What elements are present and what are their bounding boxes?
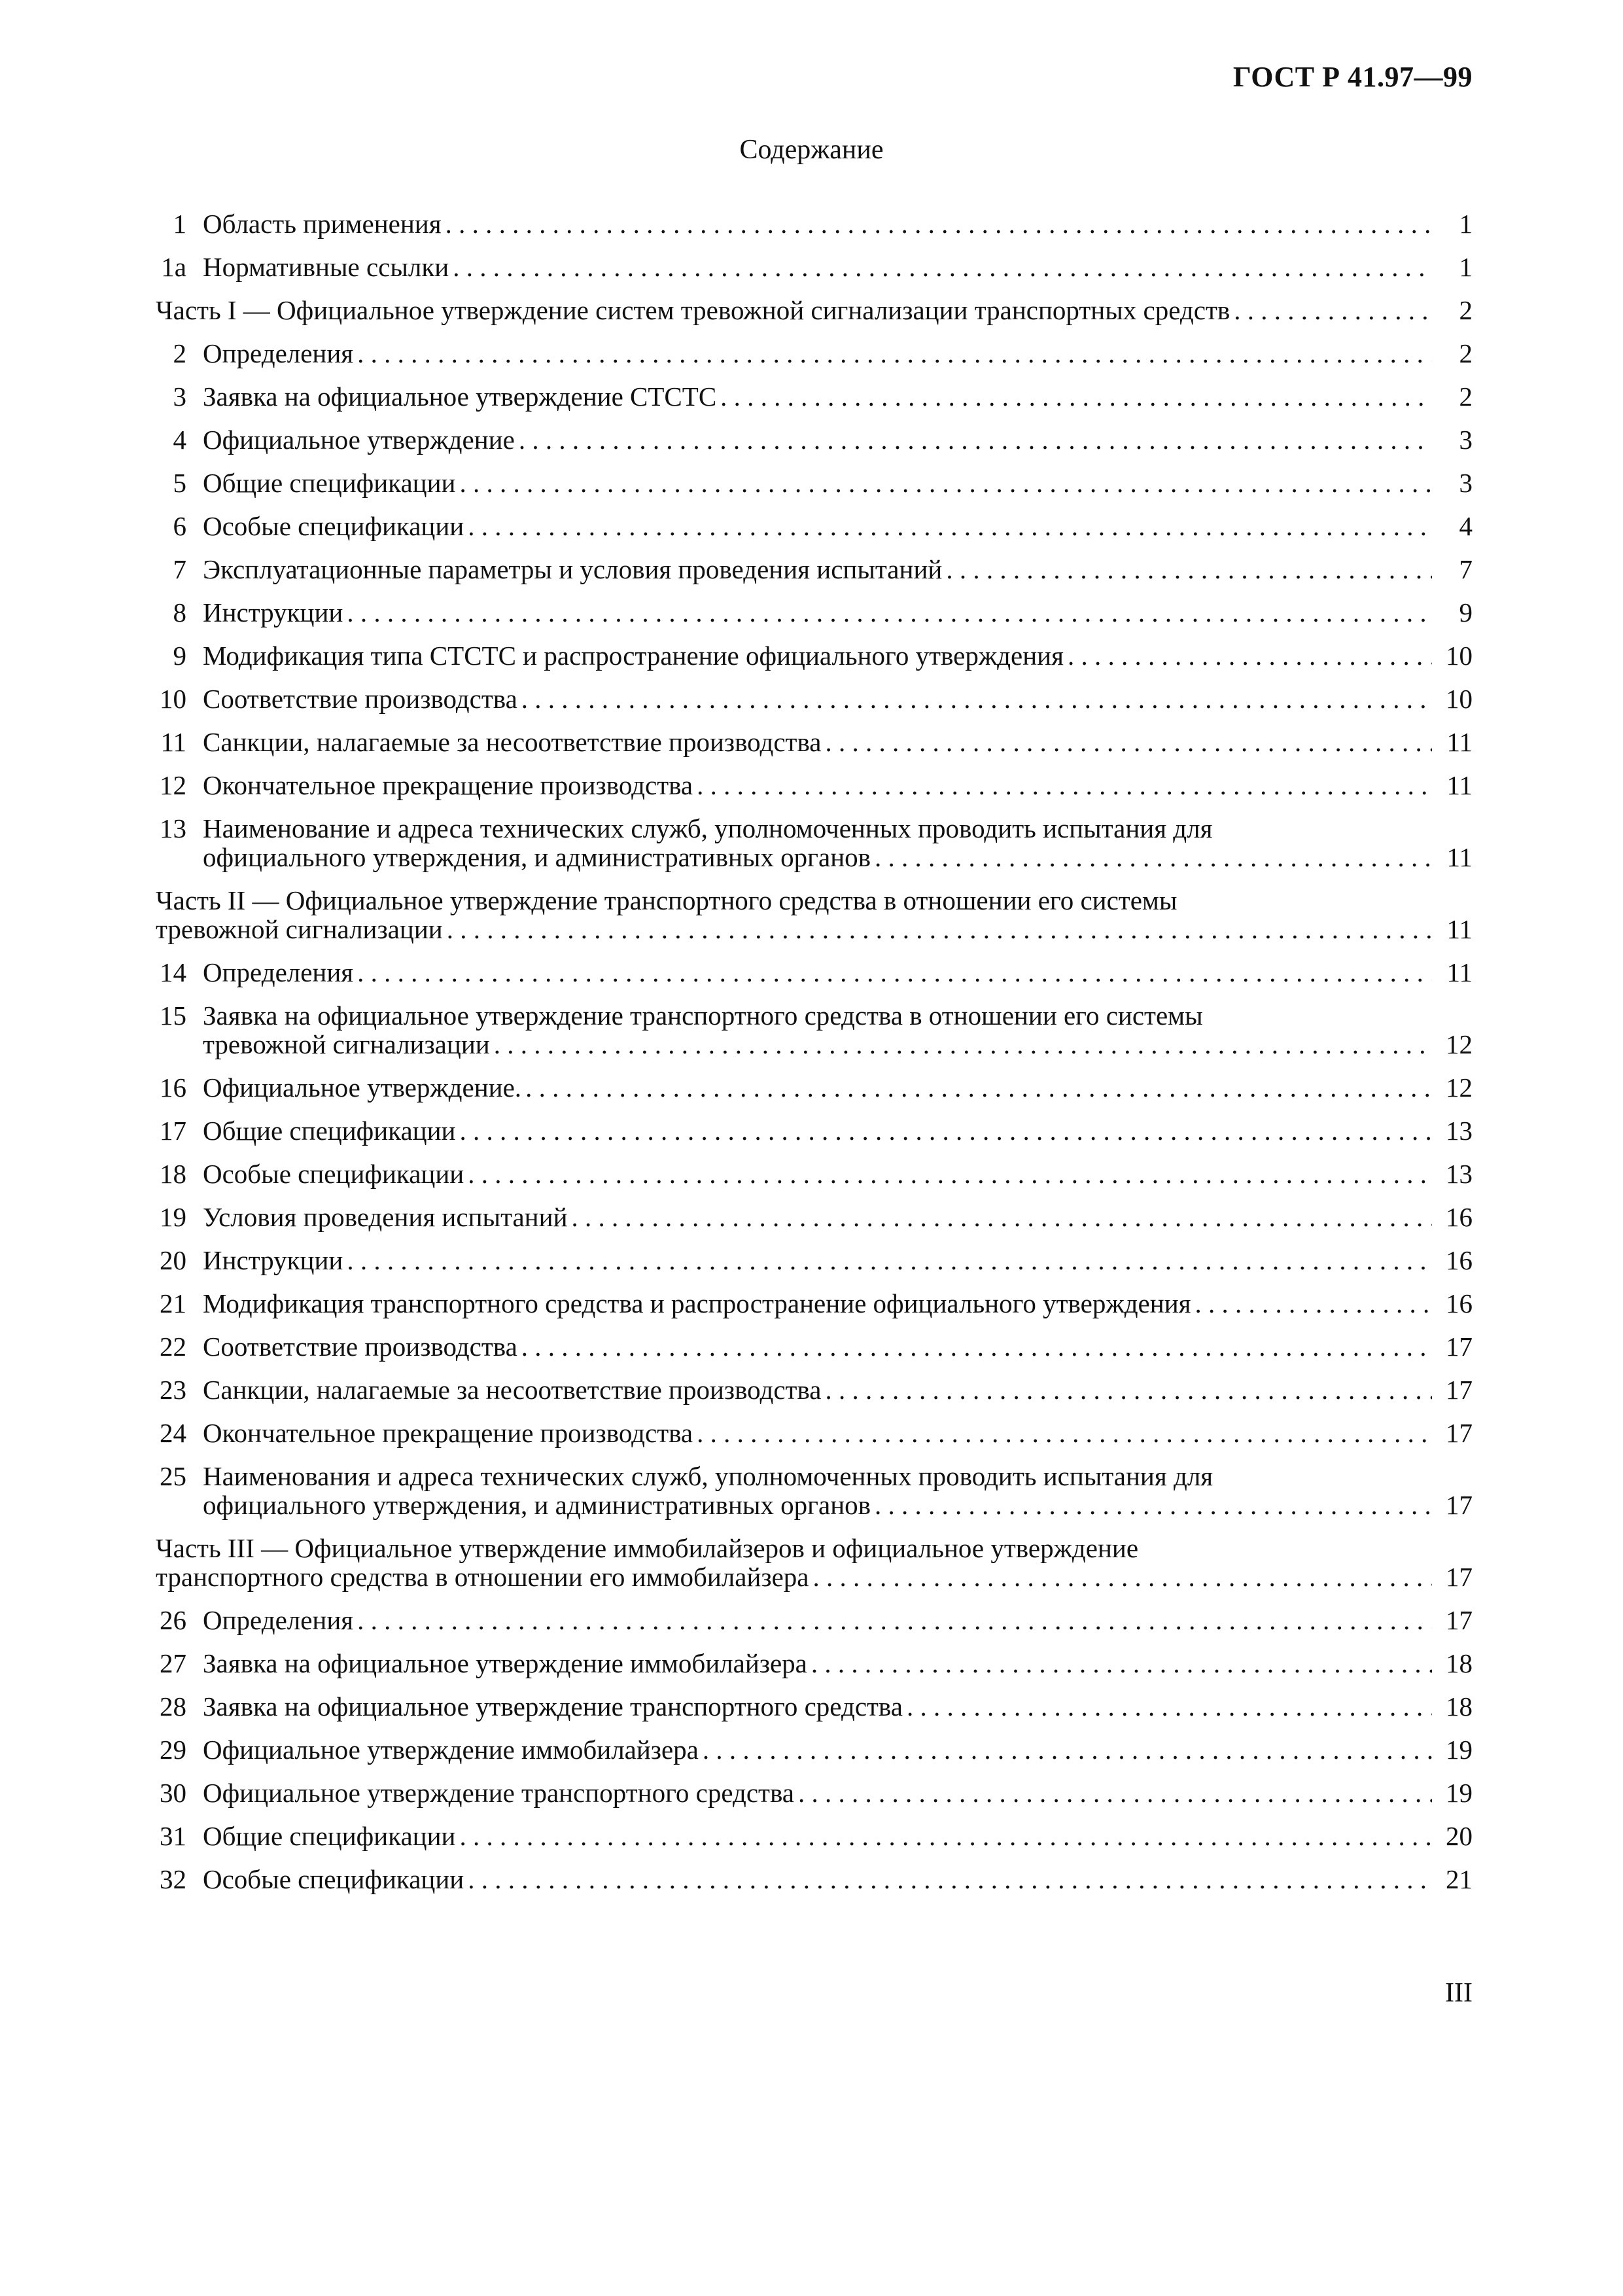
toc-entry-last-line [156, 1563, 1473, 1591]
toc-entry-number: 7 [173, 554, 186, 584]
toc-entry-body [203, 1332, 1473, 1361]
dot-leader [813, 1563, 1433, 1591]
toc-entry-title: Общие спецификации [203, 1821, 456, 1851]
toc-entry-body [203, 425, 1473, 454]
toc-entry-title: Эксплуатационные параметры и условия проведения испытаний [203, 554, 943, 584]
toc-entry-page: 19 [1446, 1778, 1473, 1808]
toc-entry-last-line [203, 1491, 1473, 1519]
toc-entry-number: 15 [160, 1000, 186, 1031]
toc-entry [150, 598, 1473, 627]
toc-entry-last-line [203, 425, 1473, 454]
toc-entry-title: Особые спецификации [203, 1864, 464, 1894]
dot-leader [1234, 296, 1432, 325]
toc-entry-number: 27 [160, 1648, 186, 1678]
toc-entry-title: Условия проведения испытаний [203, 1202, 568, 1232]
toc-entry-title: Соответствие производства [203, 1332, 517, 1362]
dot-leader [875, 1491, 1432, 1519]
dot-leader [1068, 641, 1432, 670]
toc-entry-page: 11 [1446, 914, 1473, 944]
toc-entry [150, 684, 1473, 713]
toc-entry-page: 11 [1446, 957, 1473, 987]
toc-entry [150, 1203, 1473, 1231]
dot-leader [519, 425, 1432, 454]
toc-entry-body [203, 1649, 1473, 1678]
toc-entry-title: Санкции, налагаемые за несоответствие производства [203, 1375, 822, 1405]
toc-entry-last-line [203, 382, 1473, 411]
toc-entry-last-line [203, 641, 1473, 670]
toc-entry-number: 30 [160, 1778, 186, 1808]
toc-entry-number: 12 [160, 770, 186, 800]
toc-entry-page: 11 [1446, 727, 1473, 757]
toc-entry-body [203, 209, 1473, 238]
toc-entry-title: Официальное утверждение [203, 425, 515, 455]
toc-entry-number: 17 [160, 1116, 186, 1146]
toc-entry-body [156, 296, 1473, 325]
toc-entry-title: Общие спецификации [203, 468, 456, 498]
toc-entry-body [203, 1822, 1473, 1850]
toc-entry-page: 11 [1446, 842, 1473, 872]
toc-entry-body [203, 728, 1473, 756]
toc-entry [150, 1649, 1473, 1678]
toc-entry-title: Модификация транспортного средства и распространение официального утверждения [203, 1288, 1191, 1318]
toc-entry [150, 1001, 1473, 1059]
toc-entry-body [203, 1073, 1473, 1102]
toc-entry-title: Санкции, налагаемые за несоответствие производства [203, 727, 822, 757]
toc-entry-page: 9 [1459, 597, 1473, 627]
toc-entry-number: 3 [173, 381, 186, 412]
dot-leader [494, 1030, 1432, 1059]
toc-entry-last-line [203, 1159, 1473, 1188]
dot-leader [347, 1246, 1432, 1275]
toc-entry-number: 4 [173, 425, 186, 455]
toc-entry-page: 2 [1459, 338, 1473, 368]
toc-entry-page: 17 [1446, 1332, 1473, 1362]
toc-entry-number: 11 [160, 727, 186, 757]
toc-entry-body [203, 958, 1473, 987]
toc-entry-number: 9 [173, 641, 186, 671]
dot-leader [811, 1649, 1432, 1678]
toc-entry-last-line [203, 1735, 1473, 1764]
dot-leader [703, 1735, 1432, 1764]
toc-entry-number: 16 [160, 1072, 186, 1103]
toc-entry-body [203, 771, 1473, 800]
toc-entry [150, 1246, 1473, 1275]
toc-entry-title: Официальное утверждение. [203, 1072, 522, 1103]
toc-entry-number: 10 [160, 684, 186, 714]
toc-entry-number: 24 [160, 1418, 186, 1448]
toc-entry-last-line [203, 1203, 1473, 1231]
toc-entry-last-line [203, 1030, 1473, 1059]
toc-entry-last-line [203, 1692, 1473, 1721]
toc-entry-title: Окончательное прекращение производства [203, 1418, 693, 1448]
toc-entry-body [203, 1778, 1473, 1807]
toc-entry-title: Заявка на официальное утверждение СТСТС [203, 381, 717, 412]
toc-entry-page: 10 [1446, 641, 1473, 671]
toc-entry [150, 339, 1473, 368]
toc-entry-last-line [203, 1778, 1473, 1807]
toc-entry-last-line [203, 512, 1473, 540]
toc-entry-title: Окончательное прекращение производства [203, 770, 693, 800]
toc-entry-body [203, 512, 1473, 540]
dot-leader [459, 1116, 1432, 1145]
toc-entry-page: 3 [1459, 468, 1473, 498]
toc-entry-page: 20 [1446, 1821, 1473, 1851]
toc-entry-title: Заявка на официальное утверждение иммобилайзера [203, 1648, 807, 1678]
toc-entry-last-line [203, 958, 1473, 987]
toc-entry-number: 6 [173, 511, 186, 541]
dot-leader [697, 771, 1432, 800]
toc-entry-page: 4 [1459, 511, 1473, 541]
toc-entry-number: 21 [160, 1288, 186, 1318]
toc-entry-title: Модификация типа СТСТС и распространение официального утверждения [203, 641, 1064, 671]
dot-leader [468, 1865, 1432, 1894]
toc-entry-number: 26 [160, 1605, 186, 1635]
toc-entry-title: транспортного средства в отношении его иммобилайзера [156, 1562, 809, 1592]
dot-leader [468, 512, 1432, 540]
toc-entry-number: 23 [160, 1375, 186, 1405]
toc-entry-page: 2 [1459, 295, 1473, 325]
toc-entry-body [203, 339, 1473, 368]
toc-entry-title: официального утверждения, и административных органов [203, 842, 871, 872]
toc-entry-page: 17 [1446, 1375, 1473, 1405]
toc-entry-page: 16 [1446, 1202, 1473, 1232]
toc-entry-last-line [203, 1822, 1473, 1850]
toc-entry-body [203, 468, 1473, 497]
toc-entry [150, 958, 1473, 987]
toc-entry-page: 17 [1446, 1418, 1473, 1448]
toc-entry-body [156, 886, 1473, 944]
toc-entry [150, 468, 1473, 497]
dot-leader [1195, 1289, 1433, 1318]
toc-entry-last-line [203, 1289, 1473, 1318]
toc-entry-body [203, 1419, 1473, 1447]
toc-entry-number: 22 [160, 1332, 186, 1362]
toc-entry-title: Определения [203, 1605, 354, 1635]
toc-entry [150, 1159, 1473, 1188]
toc-entry-last-line [203, 1419, 1473, 1447]
toc-entry-title: Область применения [203, 209, 442, 239]
dot-leader [445, 209, 1432, 238]
toc-entry [150, 382, 1473, 411]
toc-entry-number: 20 [160, 1245, 186, 1275]
toc-entry [150, 1735, 1473, 1764]
toc-entry [150, 1073, 1473, 1102]
toc-entry [150, 1692, 1473, 1721]
toc-entry-page: 13 [1446, 1159, 1473, 1189]
dot-leader [521, 684, 1432, 713]
toc-entry-number: 31 [160, 1821, 186, 1851]
toc-part-heading [150, 1534, 1473, 1591]
toc-entry-body [203, 1606, 1473, 1634]
toc-entry-title: официального утверждения, и административных органов [203, 1490, 871, 1520]
toc-entry-title: Часть I — Официальное утверждение систем тревожной сигнализации транспортных средств [156, 295, 1230, 325]
toc-entry-number: 8 [173, 597, 186, 627]
toc-entry-title: Особые спецификации [203, 1159, 464, 1189]
dot-leader [825, 728, 1432, 756]
toc-entry-title-line: Заявка на официальное утверждение транспортного средства в отношении его системы [203, 1000, 1203, 1031]
toc-entry-number: 5 [173, 468, 186, 498]
dot-leader [875, 843, 1432, 872]
toc-entry [150, 1865, 1473, 1894]
toc-entry-page: 13 [1446, 1116, 1473, 1146]
dot-leader [697, 1419, 1432, 1447]
toc-entry-page: 17 [1446, 1490, 1473, 1520]
toc-entry [150, 1375, 1473, 1404]
toc-entry [150, 1778, 1473, 1807]
toc-entry-number: 13 [160, 813, 186, 843]
toc-entry [150, 771, 1473, 800]
toc-entry-page: 1 [1459, 252, 1473, 282]
toc-entry-number: 14 [160, 957, 186, 987]
toc-entry-number: 18 [160, 1159, 186, 1189]
dot-leader [357, 1606, 1432, 1634]
toc-entry-last-line [156, 915, 1473, 944]
toc-entry-page: 17 [1446, 1562, 1473, 1592]
table-of-contents [150, 209, 1473, 1908]
dot-leader [572, 1203, 1432, 1231]
toc-part-heading [150, 296, 1473, 325]
toc-entry-body [203, 814, 1473, 872]
toc-entry-body [203, 1246, 1473, 1275]
toc-entry-number: 1 [173, 209, 186, 239]
toc-entry [150, 1606, 1473, 1634]
dot-leader [459, 468, 1432, 497]
toc-entry-body [203, 253, 1473, 281]
toc-entry-last-line [203, 1865, 1473, 1894]
toc-entry-title: тревожной сигнализации [203, 1029, 490, 1059]
toc-entry-title: Соответствие производства [203, 684, 517, 714]
toc-entry-title: Определения [203, 338, 354, 368]
toc-entry-page: 16 [1446, 1245, 1473, 1275]
toc-entry [150, 555, 1473, 584]
toc-entry-body [203, 598, 1473, 627]
dot-leader [357, 958, 1432, 987]
dot-leader [907, 1692, 1432, 1721]
toc-entry-number: 29 [160, 1735, 186, 1765]
toc-entry-last-line [203, 771, 1473, 800]
toc-entry [150, 1462, 1473, 1519]
toc-entry-page: 18 [1446, 1691, 1473, 1722]
toc-entry-body [203, 1462, 1473, 1519]
dot-leader [825, 1375, 1432, 1404]
toc-entry-page: 17 [1446, 1605, 1473, 1635]
toc-entry-title-line: Часть II — Официальное утверждение транспортного средства в отношении его системы [156, 885, 1178, 915]
toc-entry-title: Нормативные ссылки [203, 252, 449, 282]
dot-leader [720, 382, 1432, 411]
toc-entry-number: 25 [160, 1461, 186, 1491]
toc-entry [150, 641, 1473, 670]
toc-entry-page: 19 [1446, 1735, 1473, 1765]
toc-entry-body [203, 1289, 1473, 1318]
toc-entry [150, 253, 1473, 281]
toc-entry [150, 425, 1473, 454]
toc-entry-number: 32 [160, 1864, 186, 1894]
dot-leader [347, 598, 1432, 627]
dot-leader [453, 253, 1432, 281]
toc-entry-title: Официальное утверждение иммобилайзера [203, 1735, 699, 1765]
toc-entry-last-line [203, 1606, 1473, 1634]
toc-entry [150, 814, 1473, 872]
toc-entry-body [203, 684, 1473, 713]
toc-entry [150, 1822, 1473, 1850]
toc-entry-body [203, 555, 1473, 584]
toc-entry-title: Официальное утверждение транспортного средства [203, 1778, 794, 1808]
toc-entry-last-line [203, 1332, 1473, 1361]
toc-part-heading [150, 886, 1473, 944]
toc-entry-body [203, 641, 1473, 670]
toc-entry-title: Определения [203, 957, 354, 987]
toc-entry-page: 1 [1459, 209, 1473, 239]
toc-entry [150, 1419, 1473, 1447]
toc-entry-title-line: Часть III — Официальное утверждение иммобилайзеров и официальное утверждение [156, 1533, 1139, 1563]
dot-leader [468, 1159, 1432, 1188]
toc-entry-last-line [203, 684, 1473, 713]
dot-leader [521, 1332, 1432, 1361]
toc-entry-last-line [203, 339, 1473, 368]
toc-entry-page: 7 [1459, 554, 1473, 584]
toc-entry-body [203, 1159, 1473, 1188]
toc-entry-page: 18 [1446, 1648, 1473, 1678]
toc-entry-title-line: Наименование и адреса технических служб, уполномоченных проводить испытания для [203, 813, 1213, 843]
toc-entry-title: Инструкции [203, 597, 343, 627]
toc-entry [150, 1332, 1473, 1361]
toc-entry-title-line: Наименования и адреса технических служб, уполномоченных проводить испытания для [203, 1461, 1213, 1491]
toc-title: Содержание [739, 135, 884, 165]
toc-entry-body [203, 1116, 1473, 1145]
toc-entry-body [203, 1001, 1473, 1059]
dot-leader [459, 1822, 1432, 1850]
toc-entry-last-line [203, 1246, 1473, 1275]
toc-entry-last-line [203, 728, 1473, 756]
toc-entry-last-line [203, 1649, 1473, 1678]
toc-entry-body [203, 382, 1473, 411]
toc-entry-page: 11 [1446, 770, 1473, 800]
toc-entry [150, 512, 1473, 540]
dot-leader [798, 1778, 1432, 1807]
toc-entry-number: 2 [173, 338, 186, 368]
document-id-header: ГОСТ Р 41.97—99 [1232, 61, 1473, 93]
toc-entry-title: тревожной сигнализации [156, 914, 443, 944]
toc-entry-body [203, 1865, 1473, 1894]
toc-entry-page: 16 [1446, 1288, 1473, 1318]
dot-leader [447, 915, 1432, 944]
toc-entry [150, 1116, 1473, 1145]
toc-entry-last-line [203, 209, 1473, 238]
toc-entry-title: Заявка на официальное утверждение транспортного средства [203, 1691, 903, 1722]
dot-leader [357, 339, 1432, 368]
toc-entry-number: 28 [160, 1691, 186, 1722]
dot-leader [946, 555, 1432, 584]
toc-entry-number: 1а [161, 252, 186, 282]
toc-entry-last-line [203, 253, 1473, 281]
toc-entry-page: 2 [1459, 381, 1473, 412]
dot-leader [525, 1073, 1432, 1102]
toc-entry-body [203, 1735, 1473, 1764]
toc-entry-last-line [203, 555, 1473, 584]
toc-entry-last-line [203, 598, 1473, 627]
toc-entry-title: Общие спецификации [203, 1116, 456, 1146]
toc-entry-last-line [203, 1116, 1473, 1145]
toc-entry-page: 21 [1446, 1864, 1473, 1894]
toc-entry-title: Особые спецификации [203, 511, 464, 541]
toc-entry-page: 3 [1459, 425, 1473, 455]
toc-entry-last-line [203, 843, 1473, 872]
toc-entry [150, 1289, 1473, 1318]
toc-entry-title: Инструкции [203, 1245, 343, 1275]
toc-entry-last-line [203, 468, 1473, 497]
toc-entry [150, 728, 1473, 756]
toc-entry-body [203, 1203, 1473, 1231]
toc-entry-body [203, 1692, 1473, 1721]
toc-entry-body [203, 1375, 1473, 1404]
toc-entry-page: 12 [1446, 1072, 1473, 1103]
toc-entry [150, 209, 1473, 238]
toc-entry-last-line [203, 1073, 1473, 1102]
page-number: III [1445, 1978, 1473, 2008]
toc-entry-body [156, 1534, 1473, 1591]
toc-entry-number: 19 [160, 1202, 186, 1232]
toc-entry-last-line [203, 1375, 1473, 1404]
toc-entry-page: 10 [1446, 684, 1473, 714]
toc-entry-page: 12 [1446, 1029, 1473, 1059]
toc-entry-last-line [156, 296, 1473, 325]
